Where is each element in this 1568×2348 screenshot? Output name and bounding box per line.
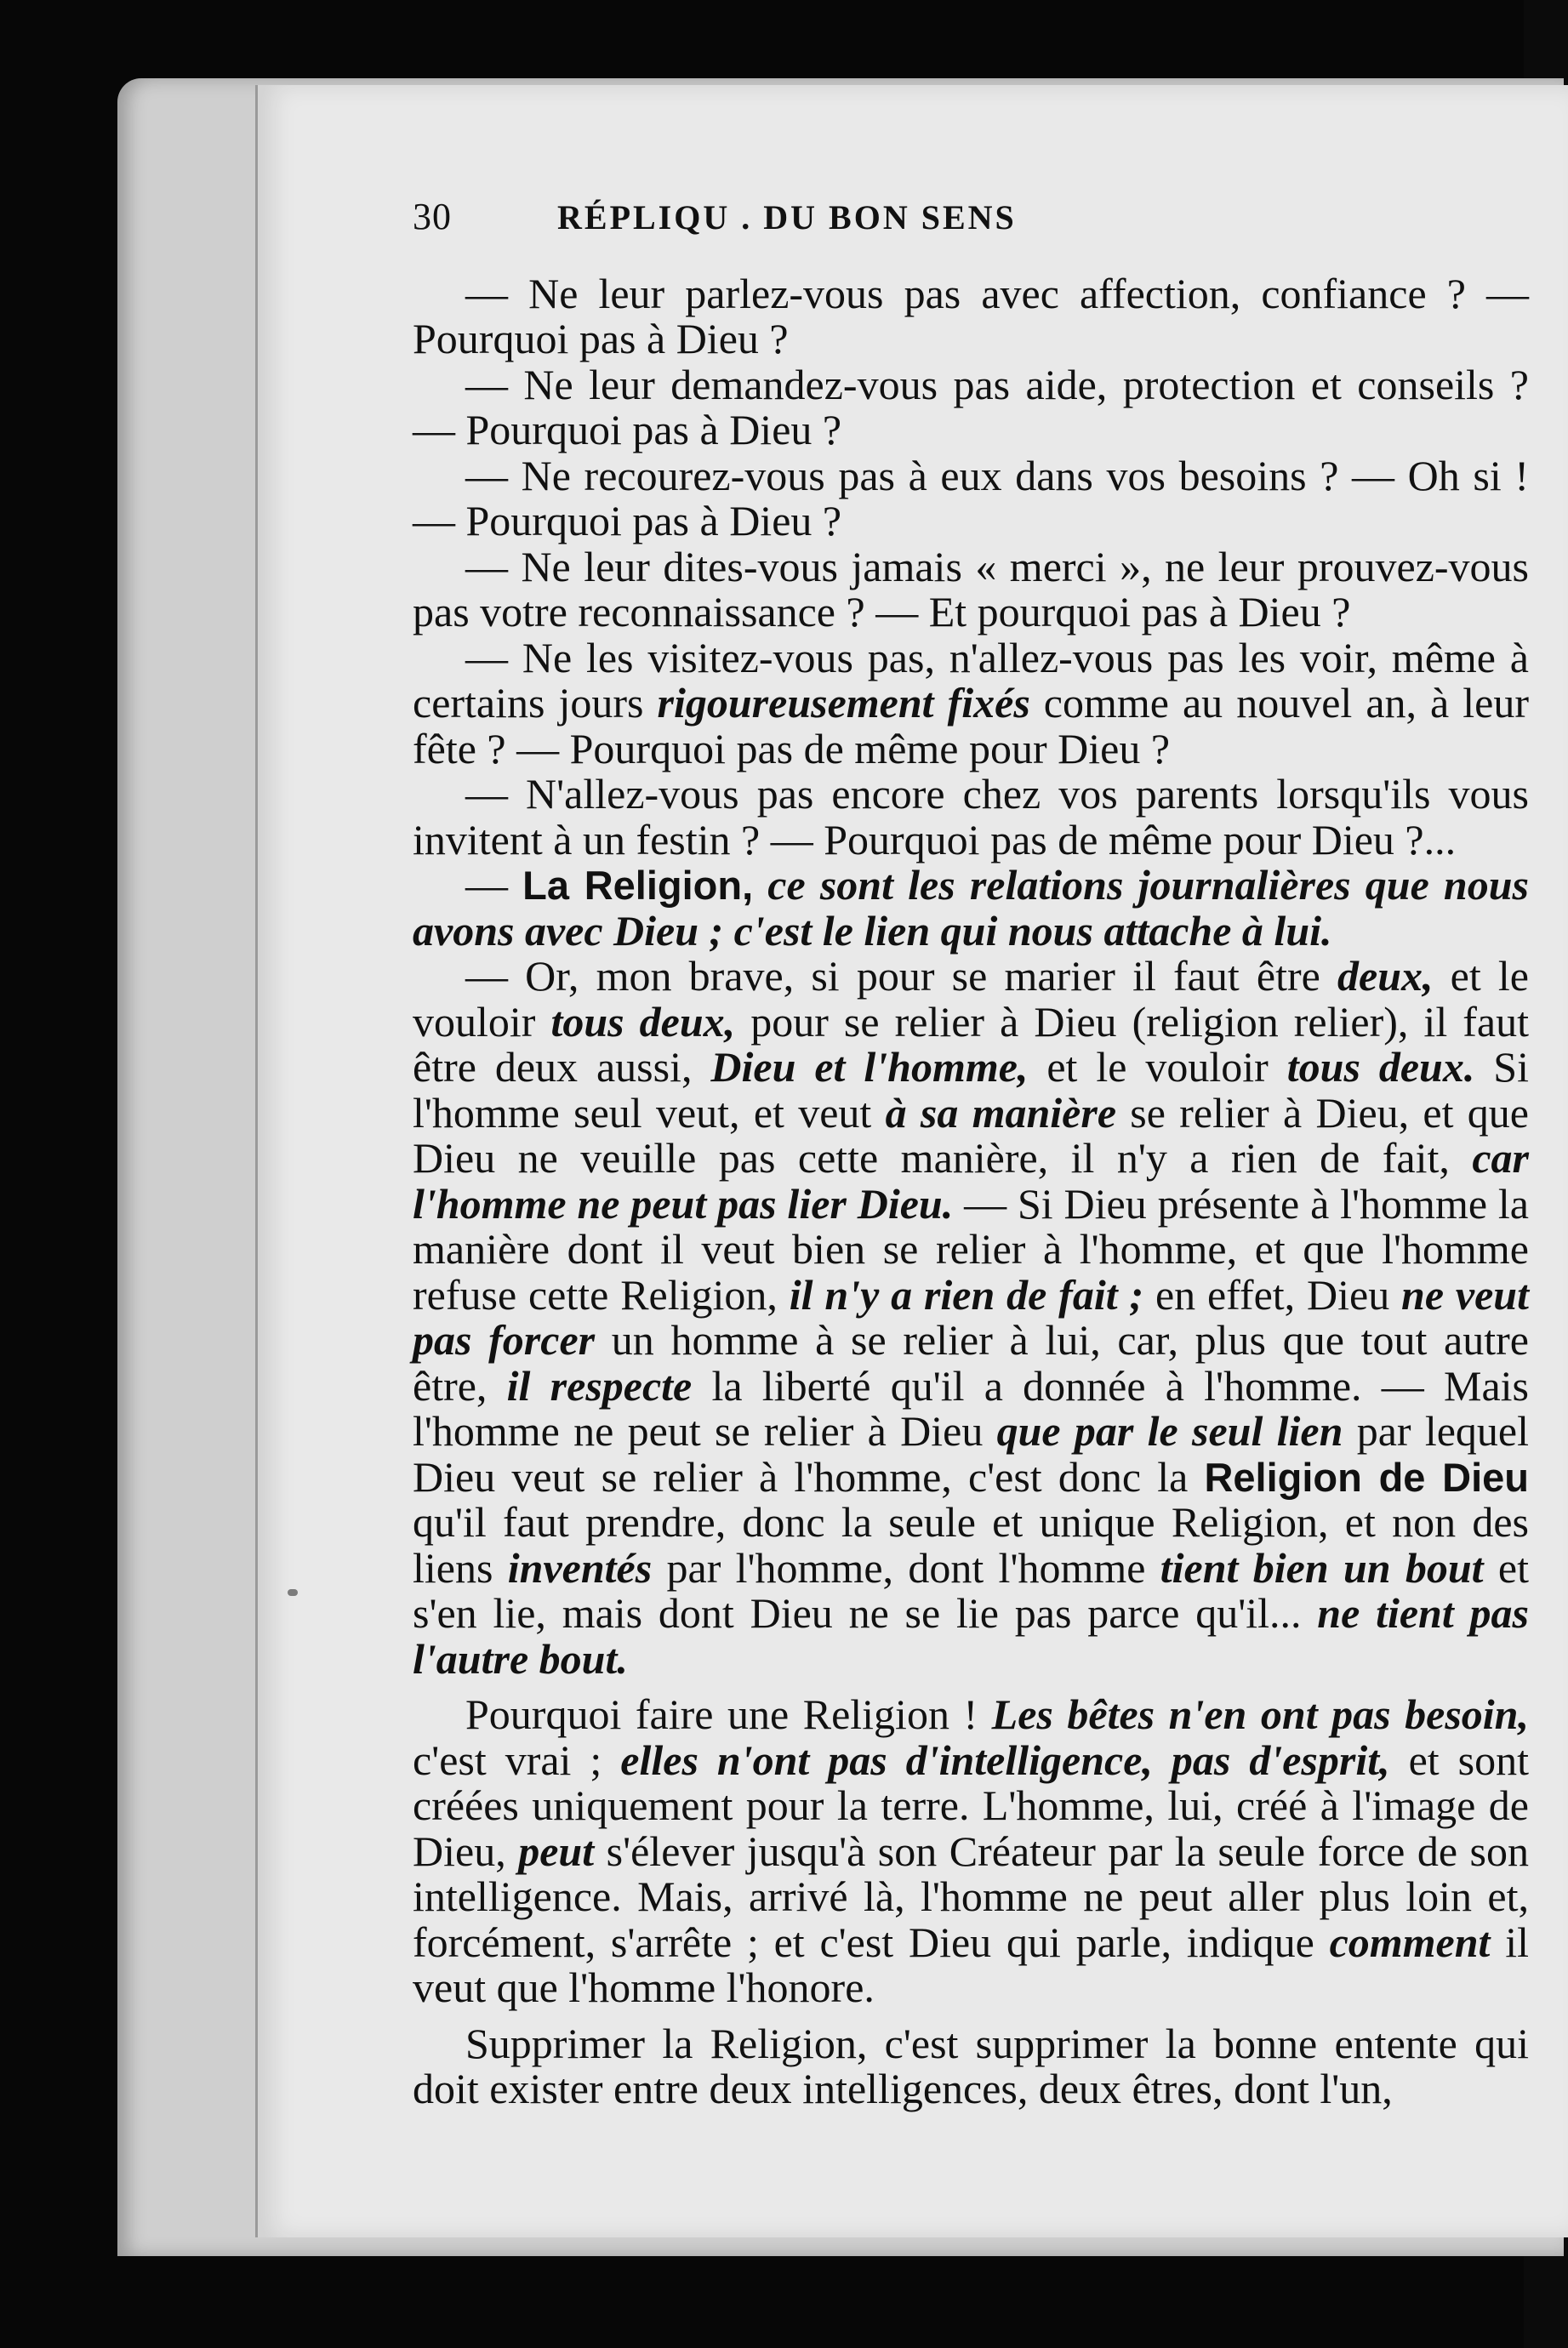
paragraph-10: Supprimer la Religion, c'est supprimer la bonne entente qui doit exister entre deux intelligences, deux êtres, dont l'un, xyxy=(413,2019,1529,2112)
paragraph-2: — Ne leur demandez-vous pas aide, protection et conseils ? — Pourquoi pas à Dieu ? xyxy=(413,360,1529,453)
running-title: RÉPLIQU . DU BON SENS xyxy=(557,198,1017,237)
paragraph-1: — Ne leur parlez-vous pas avec affection, confiance ? — Pourquoi pas à Dieu ? xyxy=(413,269,1529,362)
margin-speck xyxy=(288,1589,298,1596)
running-header xyxy=(413,194,1529,241)
paragraph-7-definition: — La Religion, ce sont les relations journalières que nous avons avec Dieu ; c'est le lien qui nous attache à lui. xyxy=(413,861,1529,955)
paragraph-5: — Ne les visitez-vous pas, n'allez-vous pas les voir, même à certains jours rigoureusement fixés comme au nouvel an, à leur fête ? — Pourquoi pas de même pour Dieu ? xyxy=(413,633,1529,772)
paragraph-9: Pourquoi faire une Religion ! Les bêtes n'en ont pas besoin, c'est vrai ; elles n'ont pas d'intelligence, pas d'esprit, et sont créées uniquement pour la terre. L'homme, lui, créé à l'image de Dieu, peut s'élever jusqu'à son Créateur par la seule force de son intelligence. Mais, arrivé là, l'homme ne peut aller plus loin et, forcément, s'arrête ; et c'est Dieu qui parle, indique comment il veut que l'homme l'honore. xyxy=(413,1690,1530,2011)
page-number: 30 xyxy=(413,196,452,237)
paragraph-8: — Or, mon brave, si pour se marier il faut être deux, et le vouloir tous deux, pour se relier à Dieu (religion relier), il faut être deux aussi, Dieu et l'homme, et le vouloir tous deux. Si l'homme seul veut, et veut à sa manière se relier à Dieu, et que Dieu ne veuille pas cette manière, il n'y a rien de fait, car l'homme ne peut pas lier Dieu. — Si Dieu présente à l'homme la manière dont il veut bien se relier à l'homme, et que l'homme refuse cette Religion, il n'y a rien de fait ; en effet, Dieu ne veut pas forcer un homme à se relier à lui, car, plus que tout autre être, il respecte la liberté qu'il a donnée à l'homme. — Mais l'homme ne peut se relier à Dieu que par le seul lien par lequel Dieu veut se relier à l'homme, c'est donc la Religion de Dieu qu'il faut prendre, donc la seule et unique Religion, et non des liens inventés par l'homme, dont l'homme tient bien un bout et s'en lie, mais dont Dieu ne se lie pas parce qu'il... ne tient pas l'autre bout. xyxy=(413,952,1530,1683)
paragraph-6: — N'allez-vous pas encore chez vos parents lorsqu'ils vous invitent à un festin ? — Pourquoi pas de même pour Dieu ?... xyxy=(413,770,1529,863)
page-text-block xyxy=(413,194,1529,2202)
paragraph-3: — Ne recourez-vous pas à eux dans vos besoins ? — Oh si ! — Pourquoi pas à Dieu ? xyxy=(413,451,1529,544)
paragraph-4: — Ne leur dites-vous jamais « merci », ne leur prouvez-vous pas votre reconnaissance ? — Et pourquoi pas à Dieu ? xyxy=(413,542,1529,635)
